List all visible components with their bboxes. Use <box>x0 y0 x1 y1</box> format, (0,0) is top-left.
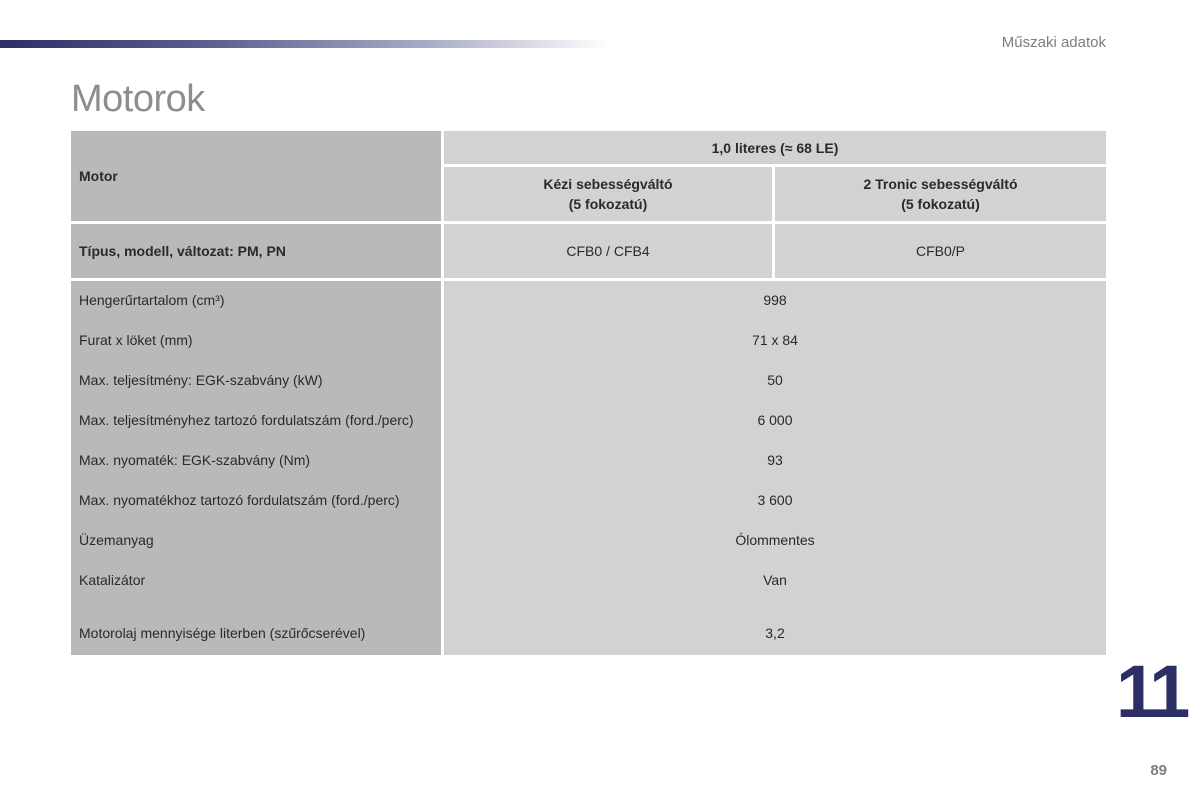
spec-value: 71 x 84 <box>752 332 798 348</box>
gearbox-tronic-name: 2 Tronic sebességváltó <box>863 176 1018 192</box>
spec-label: Üzemanyag <box>79 532 154 548</box>
spec-value: Ólommentes <box>735 532 815 548</box>
spec-label: Hengerűrtartalom (cm³) <box>79 292 225 308</box>
section-title: Műszaki adatok <box>1001 34 1106 51</box>
spec-label: Max. teljesítmény: EGK-szabvány (kW) <box>79 372 323 388</box>
spec-label: Max. nyomatékhoz tartozó fordulatszám (ford./perc) <box>79 492 400 508</box>
gearbox-header-tronic <box>775 167 1106 221</box>
engine-spec-table <box>71 131 1106 655</box>
spec-value: 50 <box>767 372 783 388</box>
spec-value: 998 <box>763 292 787 308</box>
gearbox-manual-gears: (5 fokozatú) <box>568 196 648 212</box>
spec-label: Motorolaj mennyisége literben (szűrőcserével) <box>79 624 366 641</box>
header-accent-bar <box>0 40 610 48</box>
spec-value: 93 <box>767 452 783 468</box>
type-value-tronic: CFB0/P <box>775 224 1106 278</box>
chapter-number: 11 <box>1116 650 1187 733</box>
gearbox-header-manual <box>444 167 772 221</box>
type-label: Típus, modell, változat: PM, PN <box>71 224 441 278</box>
spec-label: Max. nyomaték: EGK-szabvány (Nm) <box>79 452 311 468</box>
gearbox-manual-name: Kézi sebességváltó <box>543 176 673 192</box>
spec-value: 6 000 <box>757 412 793 428</box>
page-number: 89 <box>1150 762 1167 779</box>
type-value-manual: CFB0 / CFB4 <box>444 224 772 278</box>
page-title: Motorok <box>71 78 205 120</box>
motor-header-label: Motor <box>71 131 441 221</box>
gearbox-tronic-gears: (5 fokozatú) <box>901 196 980 212</box>
spec-value: 3,2 <box>765 624 785 641</box>
spec-value: 3 600 <box>757 492 793 508</box>
spec-value: Van <box>763 572 787 588</box>
spec-labels-column <box>71 281 441 655</box>
spec-values-column <box>444 281 1106 655</box>
engine-header: 1,0 literes (≈ 68 LE) <box>444 131 1106 164</box>
spec-label: Max. teljesítményhez tartozó fordulatszám (ford./perc) <box>79 412 414 428</box>
spec-label: Katalizátor <box>79 572 146 588</box>
spec-label: Furat x löket (mm) <box>79 332 193 348</box>
